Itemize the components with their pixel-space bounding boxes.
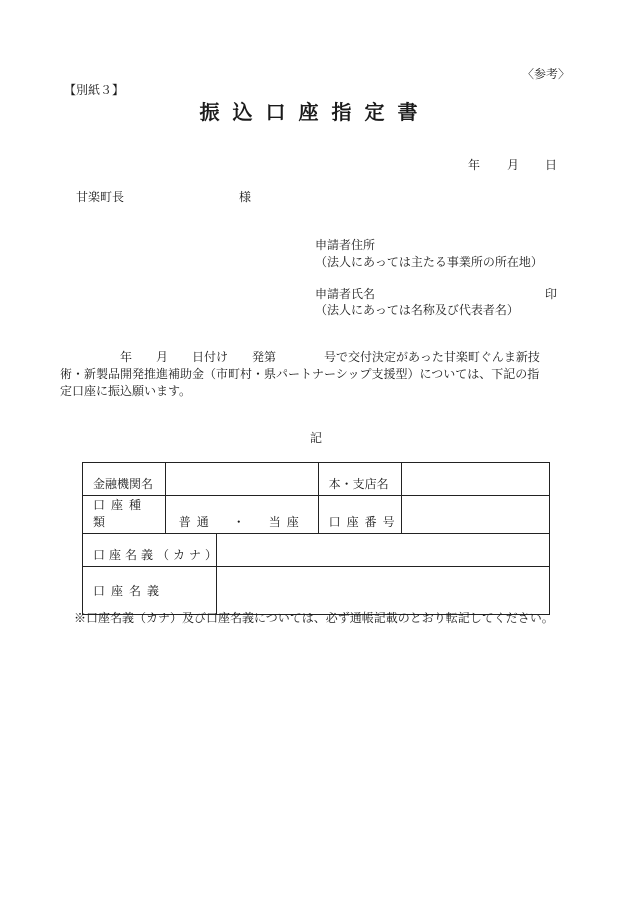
applicant-address-label: 申請者住所 [315,238,376,252]
page-title: 振込口座指定書 [199,100,431,124]
holder-kana-field[interactable] [216,534,549,567]
seal-mark: 印 [545,287,558,301]
bank-label: 金融機関名 [83,463,166,496]
date-year: 年 [468,158,481,172]
body-paragraph [60,349,580,400]
branch-label: 本・支店名 [318,463,402,496]
applicant-address-note: （法人にあっては主たる事業所の所在地） [315,255,543,269]
holder-field[interactable] [216,567,549,615]
account-table [82,462,550,615]
applicant-name-label: 申請者氏名 [315,287,376,301]
account-type-label: 口座種類 [83,496,166,534]
table-row [83,534,550,567]
date-day: 日 [545,158,558,172]
account-number-label: 口座番号 [318,496,402,534]
ki-heading: 記 [310,431,323,445]
bank-field[interactable] [165,463,318,496]
addressee-honorific: 様 [239,190,252,204]
body-line-1: 年 月 日付け 発第 号で交付決定があった甘楽町ぐんま新技 [120,350,540,364]
date-month: 月 [507,158,520,172]
account-type-value[interactable]: 普通 ・ 当座 [165,496,318,534]
branch-field[interactable] [402,463,550,496]
addressee-name: 甘楽町長 [76,190,125,204]
reference-mark: 〈参考〉 [522,67,571,81]
table-row [83,463,550,496]
account-number-field[interactable] [402,496,550,534]
table-row [83,567,550,615]
footnote: ※口座名義（カナ）及び口座名義については、必ず通帳記載のとおり転記してください。 [74,611,554,625]
body-line-2: 術・新製品開発推進補助金（市町村・県パートナーシップ支援型）については、下記の指 [60,367,540,381]
holder-label: 口座名義 [83,567,217,615]
table-row [83,496,550,534]
applicant-name-note: （法人にあっては名称及び代表者名） [315,303,519,317]
body-line-3: 定口座に振込願います。 [60,384,192,398]
attachment-label: 【別紙３】 [64,83,125,97]
holder-kana-label: 口座名義（カナ） [83,534,217,567]
